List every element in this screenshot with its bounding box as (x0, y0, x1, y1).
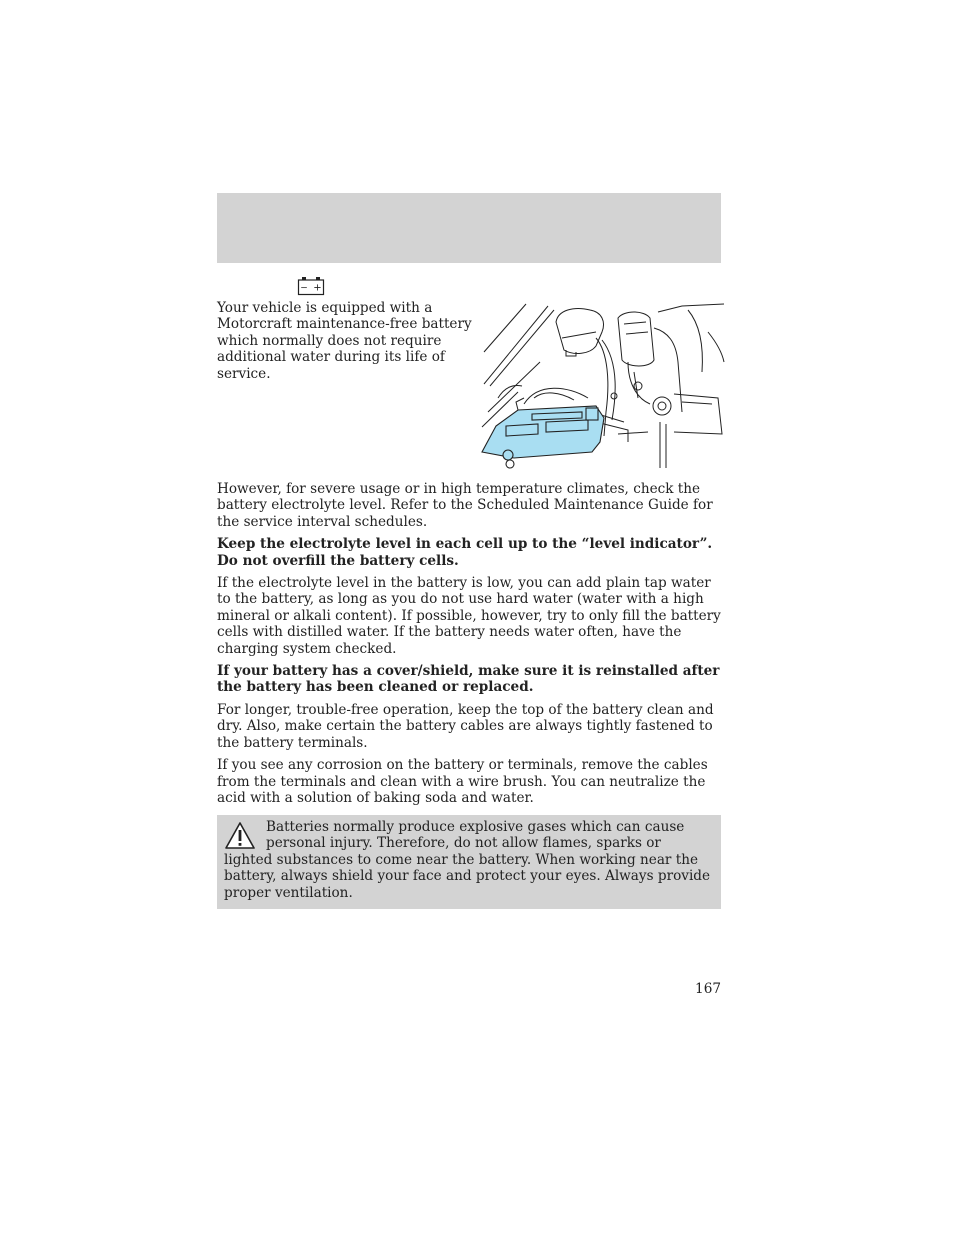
body-text (217, 481, 722, 812)
intro-text: Your vehicle is equipped with a Motorcraft maintenance-free battery which normally does not require additional water during its life of service. (217, 300, 472, 382)
engine-compartment-illustration (478, 302, 726, 470)
warning-text: Batteries normally produce explosive gases which can cause personal injury. Therefore, do not allow flames, sparks or lighted substances to come near the battery. When working near the battery, always shield your face and protect your eyes. Always provide proper ventilation. (224, 819, 711, 901)
header-band (217, 193, 721, 263)
battery-minus-label: − (300, 283, 308, 294)
paragraph-clean-dry: For longer, trouble-free operation, keep the top of the battery clean and dry. Also, make certain the battery cables are always tightly fastened to the battery terminals. (217, 701, 714, 751)
battery-plus-label: + (313, 282, 322, 294)
paragraph-corrosion: If you see any corrosion on the battery or terminals, remove the cables from the terminals and clean with a wire brush. You can neutralize the acid with a solution of baking soda and water. (217, 757, 708, 806)
warning-triangle-icon (224, 821, 256, 851)
paragraph-electrolyte-warning: Keep the electrolyte level in each cell up to the “level indicator”. Do not overfill the battery cells. (217, 536, 713, 569)
paragraph-cover-shield: If your battery has a cover/shield, make sure it is reinstalled after the battery has been cleaned or replaced. (217, 663, 720, 696)
paragraph-adding-water: If the electrolyte level in the battery is low, you can add plain tap water to the battery, as long as you do not use hard water (water with a high mineral or alkali content). If possible, however, try to only fill the battery cells with distilled water. If the battery needs water often, have the charging system checked. (217, 575, 721, 657)
page-number: 167 (695, 981, 721, 997)
battery-icon (297, 276, 325, 296)
paragraph-severe-usage: However, for severe usage or in high temperature climates, check the battery electrolyte level. Refer to the Scheduled Maintenance Guide for the service interval schedules. (217, 481, 713, 530)
warning-box (217, 815, 721, 909)
